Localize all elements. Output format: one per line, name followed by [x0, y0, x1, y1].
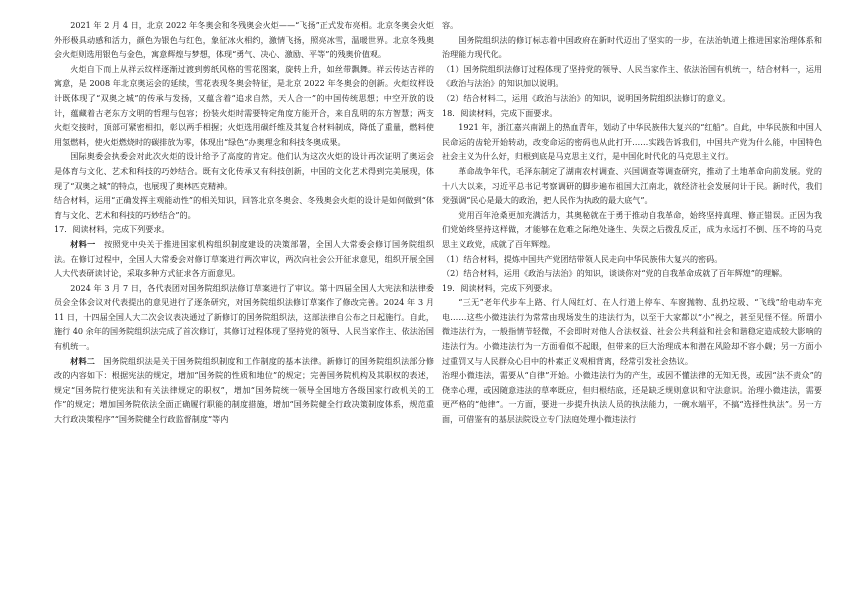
material-1-label: 材料一: [70, 238, 96, 249]
paragraph-minor-violations: “三无”老年代步车上路、行人闯红灯、在人行道上停车、车窗抛物、乱扔垃圾、“飞线”给电动车充电……这些小微违法行为常常由现场发生的违法行为，以至于大家都以“小”视之，甚至见怪不怪。所谓小微违法行为，一般指情节轻微，不会即时对他人合法权益、社会公共利益和社会和谐稳定造成较大影响的违法行为。小微违法行为一方面看似不起眼，但带来的巨大治理成本和潜在风险却不容小觑；另一方面小过重罚又与人民群众心目中的朴素正义观相背离，经常引发社会热议。: [442, 297, 822, 366]
question-17-part-2: （2）结合材料二，运用《政治与法治》的知识，说明国务院组织法修订的意义。: [442, 92, 731, 103]
material-2-conclusion: 国务院组织法的修订标志着中国政府在新时代迈出了坚实的一步，在法治轨道上推进国家治理体系和治理能力现代化。: [442, 34, 822, 60]
question-18-heading: 18．阅读材料，完成下面要求。: [442, 107, 558, 118]
left-column: [54, 18, 434, 427]
question-19-heading: 19．阅读材料，完成下列要求。: [442, 282, 558, 293]
paragraph-torch-design: 火炬自下而上从祥云纹样逐渐过渡到剪纸风格的雪花图案，旋转上升，如丝带飘舞。祥云传达吉祥的寓意，是 2008 年北京奥运会的延续，雪花表现冬奥会特征，是北京 2022 年冬奥会的创新。火炬纹样设计既体现了“双奥之城”的传承与发扬，又蕴含着“追求自然，天人合一”的中国传统思想；中空开放的设计，蕴藏着古老东方文明的哲理与包容；扮装火炬时需要特定角度方能开合，来自乱明的东方智慧；两支火炬交接时，顶部可紧密相扣，彰以两手相握；火炬选用碳纤维及其复合材料制成，降低了重量，燃料使用氢燃料，使火炬燃烧时的碳排放为零，体现出“绿色”办奥理念和科技冬奥成果。: [54, 63, 434, 147]
material-1-continuation: 2024 年 3 月 7 日，各代表团对国务院组织法修订草案进行了审议。第十四届全国人大宪法和法律委员会全体会议对代表提出的意见进行了逐条研究，对国务院组织法修订草案作了修改完善。2024 年 3 月 11 日，十四届全国人大二次会议表决通过了新修订的国务院组织法，这部法律自公布之日起施行。自此，施行 40 余年的国务院组织法完成了首次修订，其修订过程体现了坚持党的领导、人民当家作主、依法治国有机统一。: [54, 282, 434, 352]
question-17-heading: 17．阅读材料，完成下列要求。: [54, 224, 170, 235]
material-1-text: 按照党中央关于推进国家机构组织制度建设的决策部署，全国人大常委会修订国务院组织法。在修订过程中，全国人大常委会对修订草案进行两次审议，两次向社会公开征求意见，组织开展全国人大代表研读讨论，采取多种方式征求各方面意见。: [54, 238, 434, 279]
paragraph-governance: 治理小微违法，需要从“自律”开始。小微违法行为的产生，或因不懂法律的无知无畏，或因“法不责众”的侥幸心理，或因随意违法的草率既应，但归根结底，还是缺乏规则意识和守法意识。治理小微违法，需要更严格的“他律”。一方面，要进一步提升执法人员的执法能力，一碗水端平，不搞“选择性执法”。另一方面，可借鉴有的基层法院设立专门法庭处理小微违法行: [442, 370, 822, 425]
question-17-part-1: （1）国务院组织法修订过程体现了坚持党的领导、人民当家作主、依法治国有机统一，结合材料一，运用《政治与法治》的知识加以说明。: [442, 63, 822, 89]
question-18-part-2: （2）结合材料，运用《政治与法治》的知识，谈谈你对“党的自我革命成就了百年辉煌”的理解。: [442, 268, 788, 279]
paragraph-self-revolution: 党用百年沧桑更加充满活力，其奥秘就在于勇于推动自我革命，始终坚持真理、修正错误。正因为我们党始终坚持这样做，才能够在危难之际绝处逢生、失误之后拨乱反正，成为永远打不倒、压不垮的马克思主义政党，成就了百年辉煌。: [442, 209, 822, 249]
question-18-part-1: （1）结合材料，提炼中国共产党团结带领人民走向中华民族伟大复兴的密码。: [442, 253, 723, 264]
question-16-prompt: 结合材料，运用“正确发挥主观能动性”的相关知识，回答北京冬奥会、冬残奥会火炬的设计是如何做到“体育与文化、艺术和科技的巧妙结合”的。: [54, 195, 434, 220]
material-1-paragraph: [54, 237, 434, 281]
material-2-tail: 容。: [442, 20, 459, 30]
paragraph-ioc-comment: 国际奥委会执委会对此次火炬的设计给予了高度的肯定。他们认为这次火炬的设计再次证明了奥运会是体育与文化、艺术和科技的巧妙结合。既有文化传承又有科技创新，中国的文化艺术得到完美展现，体现了“双奥之城”的特点，也展现了奥林匹克精神。: [54, 151, 434, 191]
right-column: [442, 18, 822, 427]
material-2-text: 国务院组织法是关于国务院组织制度和工作制度的基本法律。新修订的国务院组织法部分修改的内容如下：根据宪法的规定，增加“国务院的性质和地位”的规定；完善国务院机构及其职权的表述，规定“国务院行使宪法和有关法律规定的职权”，增加“国务院统一领导全国地方各级国家行政机关的工作”的规定；增加国务院依法全面正确履行职能的制度措施，增加“国务院健全行政决策制度体系，规范重大行政决策程序”“国务院健全行政监督制度”等内: [54, 355, 434, 425]
paragraph-torch-intro: 2021 年 2 月 4 日，北京 2022 年冬奥会和冬残奥会火炬——“飞扬”正式发布亮相。北京冬奥会火炬外形极具动感和活力，颜色为银色与红色，象征冰火相约，激情飞扬，照亮冰雪，温暖世界。北京冬残奥会火炬则选用银色与金色，寓意辉煌与梦想，体现“勇气、决心、激励、平等”的残奥价值观。: [54, 20, 434, 60]
paragraph-red-boat: 1921 年，浙江嘉兴南湖上的热血青年，划动了中华民族伟大复兴的“红船”。自此，中华民族和中国人民命运的齿轮开始转动，改变命运的密码也从此打开……实践告诉我们，中国共产党为什么能，中国特色社会主义为什么好，归根到底是马克思主义行，是中国化时代化的马克思主义行。: [442, 122, 822, 162]
material-2-label: 材料二: [70, 355, 96, 366]
paragraph-investigation: 革命战争年代，毛泽东制定了湖南农村调查、兴国调查等调查研究，推动了土地革命向前发展。党的十八大以来，习近平总书记考察调研的脚步遍布祖国大江南北，就经济社会发展问计于民。新时代，我们党强调“民心是最大的政治，把人民作为执政的最大底气”。: [442, 165, 822, 206]
material-2-paragraph: [54, 354, 434, 427]
